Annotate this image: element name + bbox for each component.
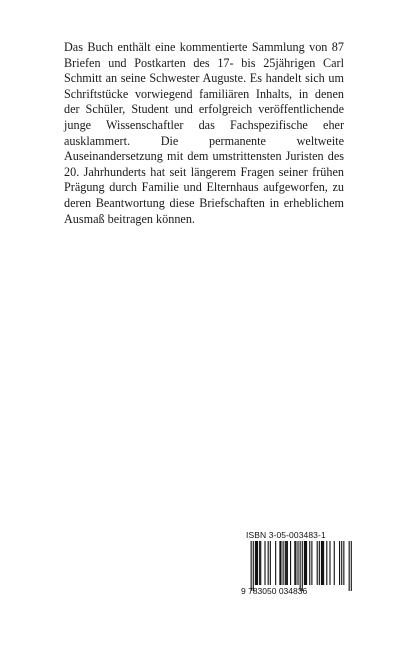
- isbn-barcode: [241, 541, 355, 591]
- barcode-bar: [329, 541, 330, 585]
- barcode-bar: [306, 541, 307, 585]
- barcode-bar: [283, 541, 284, 585]
- barcode-bar: [264, 541, 265, 585]
- barcode-digits: 9 783050 034836: [241, 586, 308, 596]
- isbn-label: ISBN 3-05-003483-1: [246, 530, 326, 540]
- barcode-bar: [343, 541, 344, 585]
- barcode-bar: [341, 541, 342, 585]
- barcode-bar: [309, 541, 310, 585]
- barcode-bar: [279, 541, 280, 585]
- barcode-bar: [275, 541, 276, 585]
- barcode-bar: [256, 541, 257, 585]
- barcode-bar: [268, 541, 269, 585]
- barcode-bar: [286, 541, 287, 585]
- barcode-bar: [253, 541, 254, 591]
- barcode-bar: [319, 541, 320, 585]
- barcode-bar: [297, 541, 298, 585]
- barcode-bar: [323, 541, 324, 585]
- barcode-bar: [280, 541, 281, 585]
- barcode-bar: [255, 541, 256, 585]
- blurb-text: Das Buch enthält eine kommentierte Sammlung von 87 Briefen und Postkarten des 17- bis 25jährigen Carl Schmitt an seine Schwester Auguste. Es handelt sich um Schriftstücke vorwiegend familiären Inhalts, in denen der Schüler, Student und erfolgreich veröffentlichende junge Wissenschaftler das Fachspezifische eher ausklammert. Die permanente weltweite Auseinandersetzung mit dem umstrittensten Juristen des 20. Jahrhunderts hat seit längerem Fragen seiner frühen Prägung durch Familie und Elternhaus aufgeworfen, zu deren Beantwortung diese Briefschaften in erheblichem Ausmaß beitragen können.: [64, 40, 344, 226]
- barcode-bar: [257, 541, 258, 585]
- barcode-bar: [270, 541, 271, 585]
- barcode-bar: [349, 541, 350, 591]
- barcode-bar: [305, 541, 306, 585]
- barcode-bar: [334, 541, 335, 585]
- barcode-bar: [322, 541, 323, 585]
- barcode-bar: [290, 541, 291, 585]
- barcode-bar: [295, 541, 296, 585]
- barcode-bar: [321, 541, 322, 585]
- barcode-bar: [251, 541, 252, 591]
- barcode-bar: [300, 541, 301, 591]
- barcode-bar: [302, 541, 303, 591]
- barcode-bar: [260, 541, 261, 585]
- barcode-bar: [287, 541, 288, 585]
- cover-blurb: [64, 40, 344, 227]
- barcode-bar: [304, 541, 305, 585]
- barcode-bar: [317, 541, 318, 585]
- barcode-bar: [294, 541, 295, 585]
- barcode-bar: [339, 541, 340, 585]
- barcode-bar: [326, 541, 327, 585]
- barcode-bar: [351, 541, 352, 591]
- barcode-bar: [285, 541, 286, 585]
- barcode-bar: [259, 541, 260, 585]
- barcode-bar: [311, 541, 312, 585]
